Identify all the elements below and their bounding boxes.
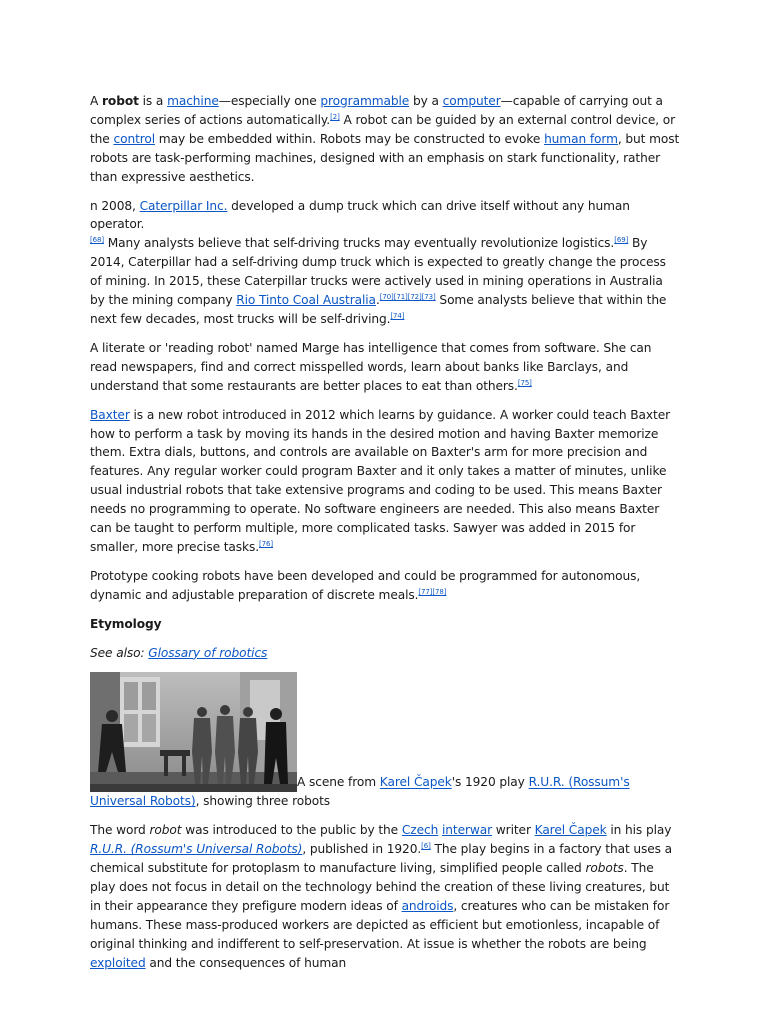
figure-with-caption xyxy=(90,672,680,811)
photo-scene xyxy=(90,672,297,792)
link-exploited[interactable]: exploited xyxy=(90,955,146,970)
text: writer xyxy=(492,823,535,838)
text: , creatures who can be mistaken for humans. These mass-produced workers are depicted as efficient but emotionless, incapable of original thinking and indifferent to self-preservation. At issue is whether the robots are being xyxy=(90,899,670,951)
citation-link[interactable]: [69] xyxy=(614,236,629,245)
citation-link[interactable]: [68] xyxy=(90,236,104,245)
link-karel-capek[interactable]: Karel Čapek xyxy=(379,775,452,790)
text: A literate or 'reading robot' named Marge has intelligence that comes from software. She can read newspapers, find and correct misspelled words, learn about banks like Barclays, and understand that some restaurants are better places to eat than others. xyxy=(90,340,652,393)
text: developed a dump truck which can drive itself without any human operator. xyxy=(90,198,630,232)
text: by a xyxy=(409,94,443,108)
bold-term: robot xyxy=(102,94,139,108)
caption-text: 's 1920 play xyxy=(451,775,529,790)
paragraph-marge xyxy=(90,339,680,396)
paragraph-caterpillar xyxy=(90,197,680,329)
see-also-label: See also: xyxy=(90,645,149,660)
text: —especially one xyxy=(218,94,321,108)
text: Prototype cooking robots have been developed and could be programmed for autonomous, dynamic and adjustable preparation of discrete meals. xyxy=(90,568,641,602)
link-rur[interactable]: R.U.R. (Rossum's Universal Robots) xyxy=(90,842,303,857)
link-interwar[interactable]: interwar xyxy=(441,823,493,838)
text: A xyxy=(90,94,103,108)
see-also-line xyxy=(90,644,680,663)
text: is a xyxy=(138,94,168,108)
citation-link[interactable]: [71] xyxy=(393,293,408,302)
citation-link[interactable]: [76] xyxy=(259,539,274,548)
link-control[interactable]: control xyxy=(113,131,156,146)
text: A robot can be guided by an external control device, or the xyxy=(90,112,676,146)
citation-link[interactable]: [75] xyxy=(517,378,532,387)
text: may be embedded within. Robots may be constructed to evoke xyxy=(155,131,545,146)
citation-link[interactable]: [73] xyxy=(421,293,436,302)
link-baxter[interactable]: Baxter xyxy=(90,407,130,422)
link-machine[interactable]: machine xyxy=(167,94,219,108)
text: is a new robot introduced in 2012 which learns by guidance. A worker could teach Baxter how to perform a task by moving its hands in the desired motion and having Baxter memorize them. Extra dials, buttons, and controls are available on Baxter's arm for more precision and features. Any regular worker could program Baxter and it only takes a matter of minutes, unlike usual industrial robots that take extensive programs and coding to be used. This means Baxter needs no programming to operate. No software engineers are needed. This also means Baxter can be taught to perform multiple, more complicated tasks. Sawyer was added in 2015 for smaller, more precise tasks. xyxy=(90,407,671,554)
text: By 2014, Caterpillar had a self-driving dump truck which is expected to greatly change the process of mining. In 2015, these Caterpillar trucks were actively used in mining operations in Australia by the mining company xyxy=(90,236,666,308)
citation-link[interactable]: [2] xyxy=(330,112,340,121)
text: . xyxy=(375,293,380,308)
citation-link[interactable]: [77] xyxy=(418,587,433,596)
link-karel-capek[interactable]: Karel Čapek xyxy=(534,823,607,838)
text: . The play does not focus in detail on the technology behind the creation of these living creatures, but in their appearance they prefigure modern ideas of xyxy=(90,861,670,913)
paragraph-baxter xyxy=(90,406,680,557)
italic-term: robot xyxy=(149,823,182,838)
link-czech[interactable]: Czech xyxy=(401,823,439,838)
caption-text: A scene from xyxy=(297,775,380,790)
text: The word xyxy=(90,823,150,838)
link-rio-tinto[interactable]: Rio Tinto Coal Australia xyxy=(236,293,376,308)
text: , but most robots are task-performing machines, designed with an emphasis on stark functionality, rather than expressive aesthetics. xyxy=(90,131,680,184)
paragraph-word-robot xyxy=(90,821,680,972)
text: , published in 1920. xyxy=(302,842,422,857)
text: —capable of carrying out a complex series of actions automatically. xyxy=(90,94,663,127)
italic-term: robots xyxy=(585,861,624,876)
citation-link[interactable]: [78] xyxy=(432,587,447,596)
text: was introduced to the public by the xyxy=(181,823,402,838)
text: and the consequences of human xyxy=(145,955,347,970)
link-human-form[interactable]: human form xyxy=(544,131,618,146)
link-rur[interactable]: R.U.R. (Rossum's Universal Robots) xyxy=(90,775,630,809)
caption-text: , showing three robots xyxy=(195,794,330,809)
text: Many analysts believe that self-driving trucks may eventually revolutionize logistics. xyxy=(103,236,615,251)
link-glossary[interactable]: Glossary of robotics xyxy=(148,645,268,660)
section-heading: Etymology xyxy=(90,616,162,631)
paragraph-intro xyxy=(90,92,680,187)
text: The play begins in a factory that uses a chemical substitute for protoplasm to manufacture living, simplified people called xyxy=(90,842,673,876)
link-programmable[interactable]: programmable xyxy=(320,94,410,108)
citation-link[interactable]: [72] xyxy=(407,293,422,302)
paragraph-cooking xyxy=(90,567,680,605)
citation-link[interactable]: [6] xyxy=(421,842,431,851)
article-body xyxy=(90,92,680,983)
link-caterpillar[interactable]: Caterpillar Inc. xyxy=(139,198,228,213)
text: in his play xyxy=(606,823,672,838)
text: Some analysts believe that within the next few decades, most trucks will be self-driving. xyxy=(90,293,667,326)
citation-link[interactable]: [70] xyxy=(379,293,394,302)
text: n 2008, xyxy=(90,198,140,213)
link-computer[interactable]: computer xyxy=(442,94,501,108)
link-androids[interactable]: androids xyxy=(401,899,454,913)
citation-link[interactable]: [74] xyxy=(390,311,405,320)
rur-play-photo xyxy=(90,672,297,792)
